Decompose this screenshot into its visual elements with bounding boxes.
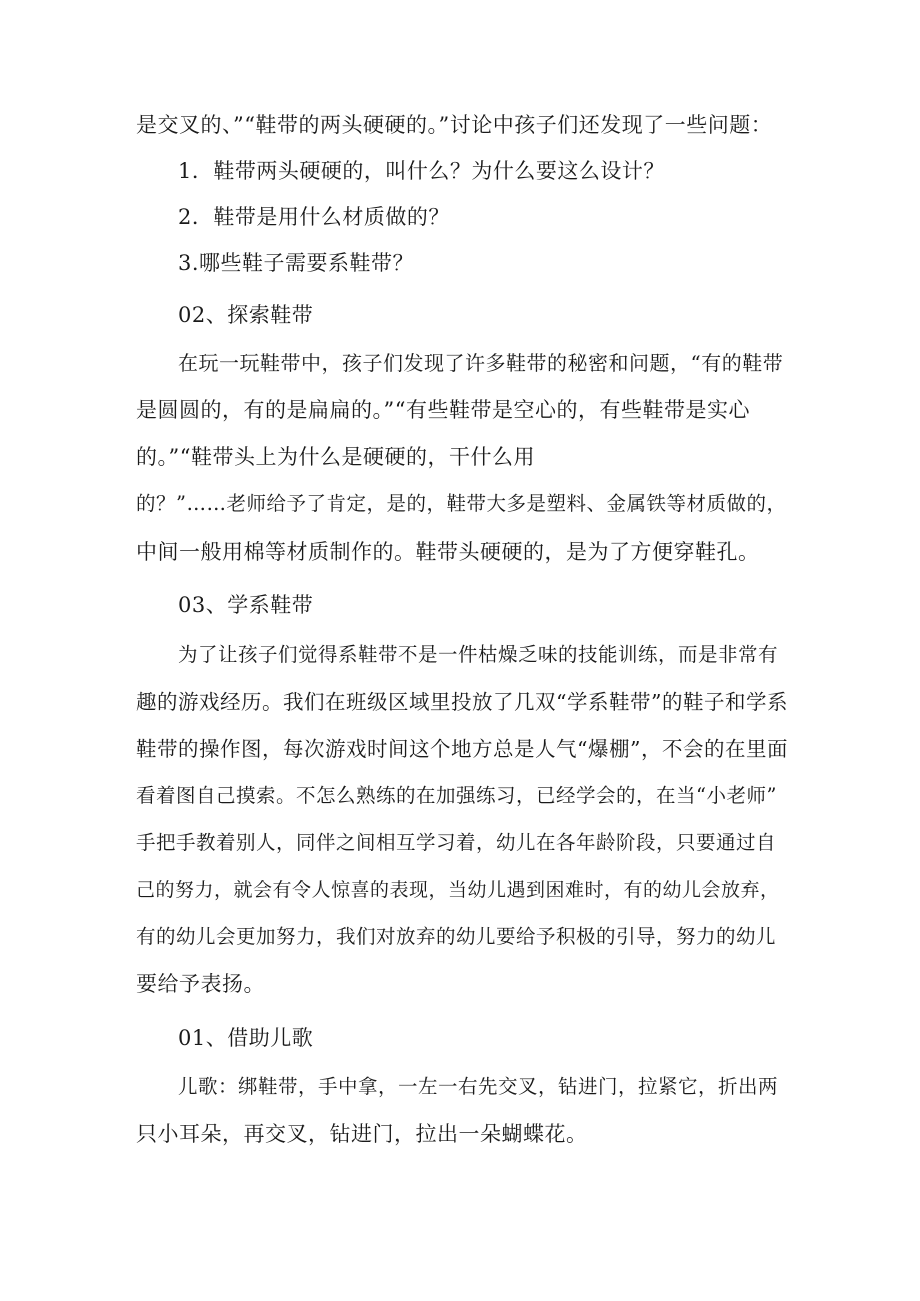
text-line: 手把手教着别人，同伴之间相互学习着，幼儿在各年龄阶段，只要通过自 [136, 831, 777, 854]
list-item: 2．鞋带是用什么材质做的？ [178, 205, 450, 229]
section-heading: 01、借助儿歌 [178, 1026, 314, 1050]
text-line: 在玩一玩鞋带中，孩子们发现了许多鞋带的秘密和问题，“有的鞋带 [178, 351, 784, 375]
text-line: 只小耳朵，再交叉，钻进门，拉出一朵蝴蝶花。 [136, 1122, 588, 1146]
text-line: 为了让孩子们觉得系鞋带不是一件枯燥乏味的技能训练，而是非常有 [178, 643, 779, 666]
text-line: 的。”“鞋带头上为什么是硬硬的，干什么用 [136, 445, 535, 469]
text-line: 是交叉的、”“鞋带的两头硬硬的。”讨论中孩子们还发现了一些问题： [136, 113, 773, 137]
text-line: 看着图自己摸索。不怎么熟练的在加强练习，已经学会的，在当“小老师” [136, 784, 777, 807]
section-heading: 02、探索鞋带 [178, 303, 314, 327]
text-line: 儿歌：绑鞋带，手中拿，一左一右先交叉，钻进门，拉紧它，折出两 [178, 1075, 779, 1098]
text-line: 己的努力，就会有令人惊喜的表现，当幼儿遇到困难时，有的幼儿会放弃， [136, 879, 780, 901]
text-line: 要给予表扬。 [136, 972, 265, 996]
list-item: 1．鞋带两头硬硬的，叫什么？为什么要这么设计？ [178, 159, 665, 183]
text-line: 中间一般用棉等材质制作的。鞋带头硬硬的，是为了方便穿鞋孔。 [136, 540, 760, 564]
text-line: 趣的游戏经历。我们在班级区域里投放了几双“学系鞋带”的鞋子和学系 [136, 690, 788, 714]
section-heading: 03、学系鞋带 [178, 593, 314, 617]
text-line: 的？”……老师给予了肯定，是的，鞋带大多是塑料、金属铁等材质做的， [136, 492, 787, 515]
list-item: 3.哪些鞋子需要系鞋带？ [178, 251, 415, 275]
text-line: 有的幼儿会更加努力，我们对放弃的幼儿要给予积极的引导，努力的幼儿 [136, 925, 777, 948]
text-line: 是圆圆的，有的是扁扁的。”“有些鞋带是空心的，有些鞋带是实心 [136, 398, 750, 422]
text-line: 鞋带的操作图，每次游戏时间这个地方总是人气“爆棚”，不会的在里面 [136, 737, 788, 761]
